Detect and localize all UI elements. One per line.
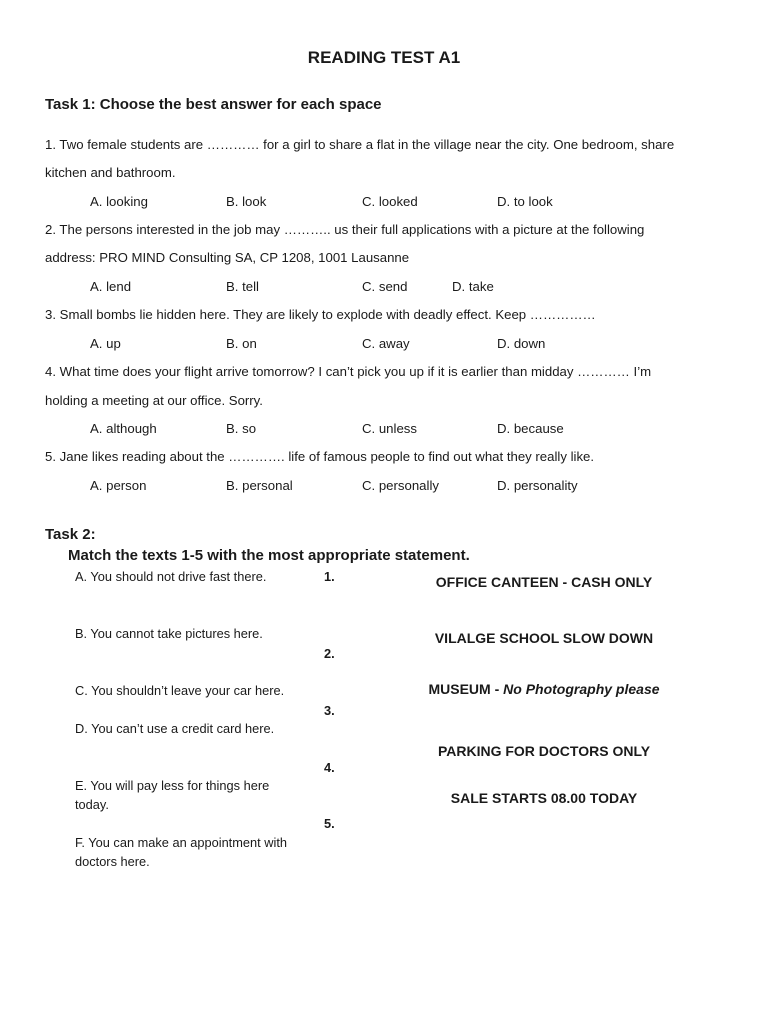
- q2-option-b: B. tell: [226, 279, 259, 294]
- q2-option-a: A. lend: [90, 279, 132, 294]
- q5-option-c: C. personally: [362, 478, 439, 493]
- notice-1: [384, 574, 704, 590]
- statement-e-line2: today.: [75, 797, 109, 812]
- q3-option-c: C. away: [362, 336, 410, 351]
- notice-3-text: MUSEUM -: [428, 681, 504, 697]
- q2-option-c: C. send: [362, 279, 408, 294]
- question-2-line2: address: PRO MIND Consulting SA, CP 1208, 1001 Lausanne: [45, 250, 410, 265]
- statement-a: A. You should not drive fast there.: [75, 569, 267, 584]
- question-4-line1: 4. What time does your flight arrive tomorrow? I can’t pick you up if it is earlier than midday ………… I’m: [45, 364, 652, 379]
- q4-option-c: C. unless: [362, 421, 417, 436]
- q4-option-b: B. so: [226, 421, 257, 436]
- notice-2-text: VILALGE SCHOOL SLOW DOWN: [434, 630, 654, 646]
- q3-option-d: D. down: [497, 336, 546, 351]
- page-title: READING TEST A1: [307, 48, 461, 67]
- q5-option-d: D. personality: [497, 478, 578, 493]
- q1-option-b: B. look: [226, 194, 267, 209]
- q4-option-d: D. because: [497, 421, 564, 436]
- question-1-line2: kitchen and bathroom.: [45, 165, 176, 180]
- notice-5-text: SALE STARTS 08.00 TODAY: [450, 790, 638, 806]
- q3-option-a: A. up: [90, 336, 121, 351]
- q3-option-b: B. on: [226, 336, 257, 351]
- q1-option-d: D. to look: [497, 194, 553, 209]
- statement-d: D. You can’t use a credit card here.: [75, 721, 275, 736]
- statement-b: B. You cannot take pictures here.: [75, 626, 263, 641]
- q1-option-a: A. looking: [90, 194, 148, 209]
- q1-option-c: C. looked: [362, 194, 418, 209]
- task2-instruction: Match the texts 1-5 with the most appropriate statement.: [68, 547, 470, 564]
- text-number-3: 3.: [324, 703, 335, 718]
- notice-4-text: PARKING FOR DOCTORS ONLY: [437, 743, 651, 759]
- notice-3-italic: No Photography please: [503, 681, 660, 697]
- q4-option-a: A. although: [90, 421, 157, 436]
- question-4-line2: holding a meeting at our office. Sorry.: [45, 393, 263, 408]
- notice-5: [384, 790, 704, 806]
- q5-option-a: A. person: [90, 478, 147, 493]
- question-5-line1: 5. Jane likes reading about the …………. life of famous people to find out what they really like.: [45, 449, 595, 464]
- q5-option-b: B. personal: [226, 478, 293, 493]
- text-number-5: 5.: [324, 816, 335, 831]
- statement-c: C. You shouldn’t leave your car here.: [75, 683, 285, 698]
- notice-1-text: OFFICE CANTEEN - CASH ONLY: [435, 574, 653, 590]
- statement-f-line2: doctors here.: [75, 854, 150, 869]
- notice-4: [384, 743, 704, 759]
- task1-heading: Task 1: Choose the best answer for each space: [45, 96, 382, 113]
- statement-f-line1: F. You can make an appointment with: [75, 835, 287, 850]
- task2-heading: Task 2:: [45, 526, 96, 543]
- text-number-4: 4.: [324, 760, 335, 775]
- notice-2: [384, 630, 704, 646]
- text-number-1: 1.: [324, 569, 335, 584]
- question-3-line1: 3. Small bombs lie hidden here. They are likely to explode with deadly effect. Keep ……………: [45, 307, 596, 322]
- q2-option-d: D. take: [452, 279, 494, 294]
- notice-3: [384, 681, 704, 697]
- statement-e-line1: E. You will pay less for things here: [75, 778, 270, 793]
- question-1-line1: 1. Two female students are ………… for a girl to share a flat in the village near the city. One bedroom, share: [45, 137, 675, 152]
- text-number-2: 2.: [324, 646, 335, 661]
- question-2-line1: 2. The persons interested in the job may ……….. us their full applications with a picture at the following: [45, 222, 645, 237]
